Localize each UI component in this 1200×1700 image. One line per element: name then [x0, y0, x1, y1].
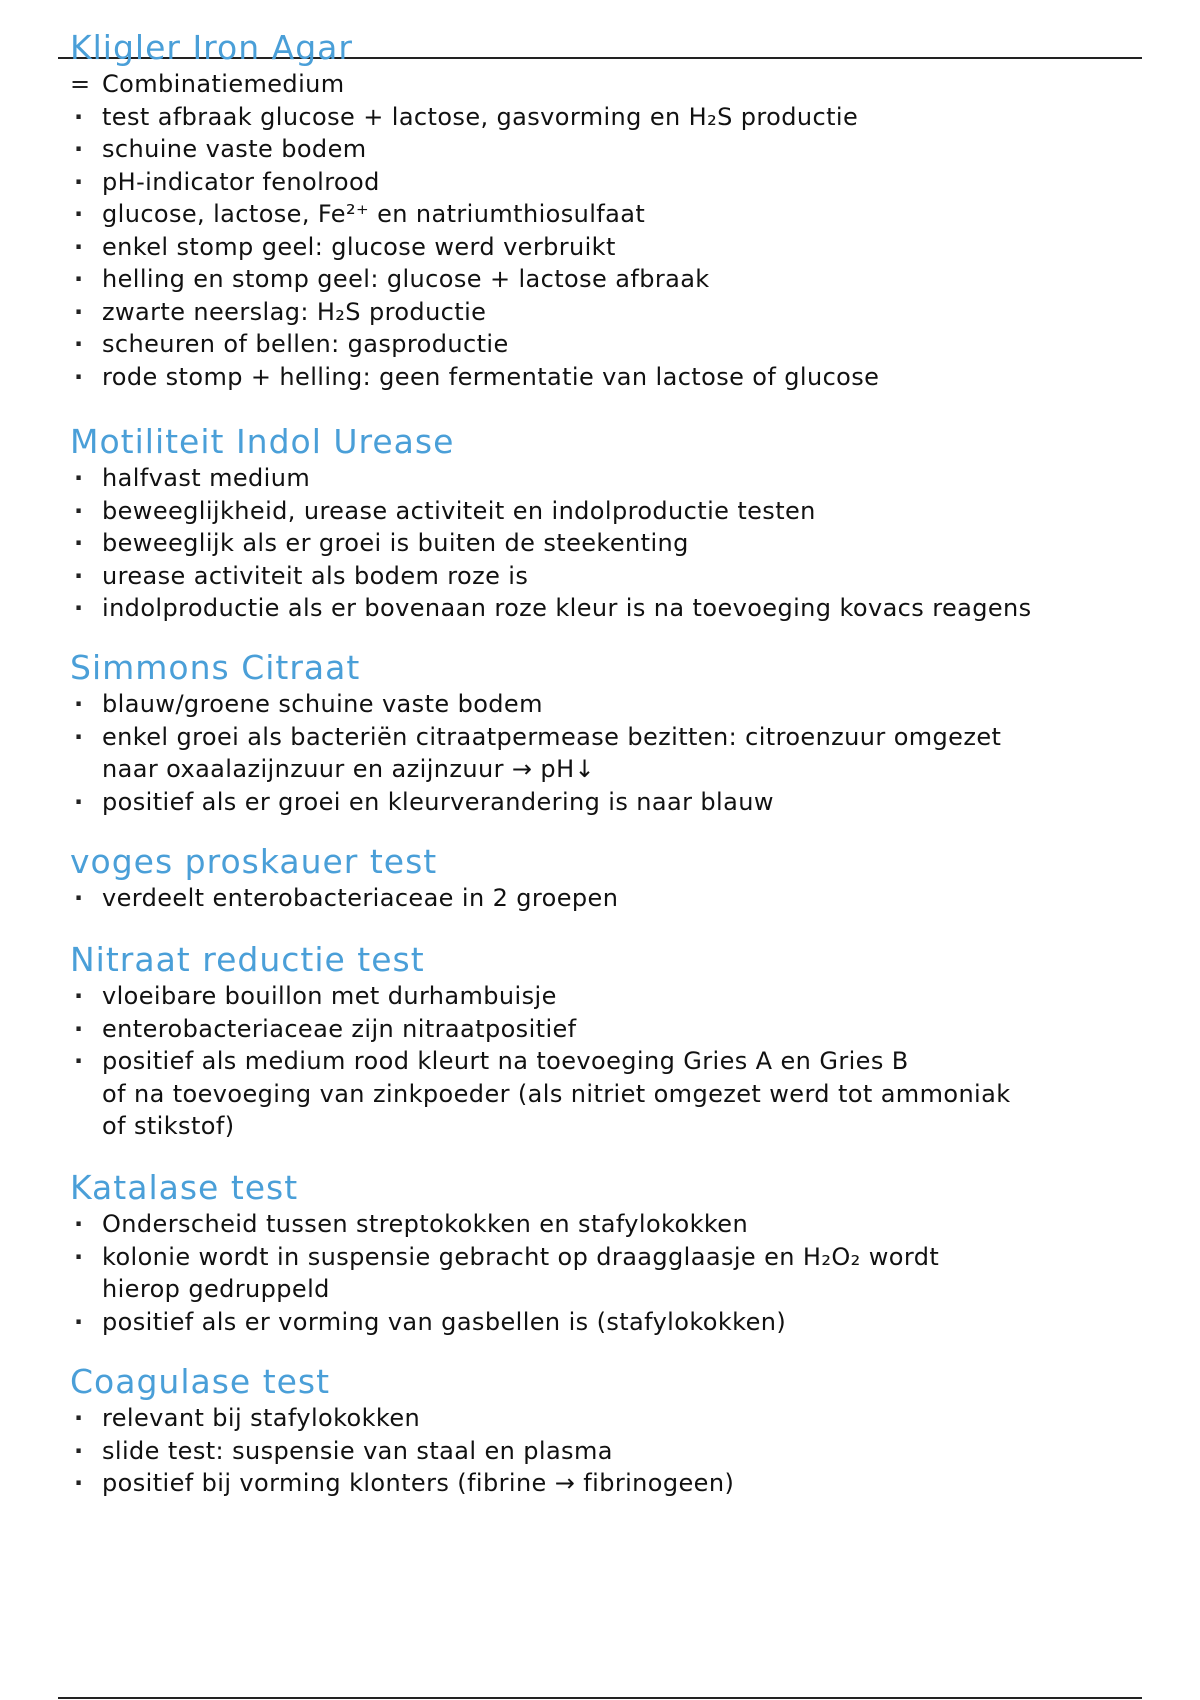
section-heading: Motiliteit Indol Urease [70, 422, 455, 461]
list-item-line: of na toevoeging van zinkpoeder (als nitriet omgezet werd tot ammoniak [102, 1079, 1011, 1108]
list-item: · schuine vaste bodem [70, 133, 1160, 166]
item-list [70, 462, 1160, 625]
section-nitraat [70, 940, 1160, 1143]
list-item-line: hierop gedruppeld [102, 1275, 330, 1303]
list-item-line: naar oxaalazijnzuur en azijnzuur → pH↓ [102, 755, 596, 783]
list-item: · indolproductie als er bovenaan roze kleur is na toevoeging kovacs reagens [70, 592, 1160, 625]
list-item: · slide test: suspensie van staal en plasma [70, 1435, 1160, 1468]
item-list [70, 688, 1160, 818]
section-simmons [70, 648, 1160, 818]
section-coagulase [70, 1362, 1160, 1500]
list-item: · glucose, lactose, Fe²⁺ en natriumthiosulfaat [70, 198, 1160, 231]
list-item: · halfvast medium [70, 462, 1160, 495]
item-list [70, 68, 1160, 393]
list-item: · blauw/groene schuine vaste bodem [70, 688, 1160, 721]
section-heading: Katalase test [70, 1168, 299, 1207]
list-item: · enkel stomp geel: glucose werd verbruikt [70, 231, 1160, 264]
section-heading: voges proskauer test [70, 842, 438, 881]
section-katalase [70, 1168, 1160, 1338]
list-item: · rode stomp + helling: geen fermentatie van lactose of glucose [70, 361, 1160, 394]
list-item-line: · positief als medium rood kleurt na toevoeging Gries A en Gries B [102, 1047, 909, 1075]
list-item: · helling en stomp geel: glucose + lactose afbraak [70, 263, 1160, 296]
item-list [70, 882, 1160, 915]
section-heading: Simmons Citraat [70, 648, 361, 687]
list-item: · relevant bij stafylokokken [70, 1402, 1160, 1435]
list-item: · zwarte neerslag: H₂S productie [70, 296, 1160, 329]
list-item: · beweeglijk als er groei is buiten de steekenting [70, 527, 1160, 560]
item-list [70, 980, 1160, 1143]
list-item: · enterobacteriaceae zijn nitraatpositief [70, 1013, 1160, 1046]
list-item-line: of stikstof) [102, 1112, 235, 1140]
section-heading: Coagulase test [70, 1362, 331, 1401]
list-item: · Onderscheid tussen streptokokken en stafylokokken [70, 1208, 1160, 1241]
list-item: · scheuren of bellen: gasproductie [70, 328, 1160, 361]
section-voges [70, 842, 1160, 915]
bottom-rule [58, 1697, 1142, 1699]
list-item: · positief als er vorming van gasbellen is (stafylokokken) [70, 1306, 1160, 1339]
section-kligler [70, 28, 1160, 393]
list-item: · positief bij vorming klonters (fibrine → fibrinogeen) [70, 1467, 1160, 1500]
list-item: · test afbraak glucose + lactose, gasvorming en H₂S productie [70, 101, 1160, 134]
section-heading: Nitraat reductie test [70, 940, 425, 979]
item-list [70, 1208, 1160, 1338]
section-heading: Kligler Iron Agar [70, 28, 353, 67]
item-list [70, 1402, 1160, 1500]
list-item [70, 721, 1160, 786]
list-item-line: · enkel groei als bacteriën citraatpermease bezitten: citroenzuur omgezet [102, 722, 1002, 751]
list-item: · verdeelt enterobacteriaceae in 2 groepen [70, 882, 1160, 915]
list-item: · urease activiteit als bodem roze is [70, 560, 1160, 593]
list-item: · beweeglijkheid, urease activiteit en indolproductie testen [70, 495, 1160, 528]
list-item-line: · kolonie wordt in suspensie gebracht op draagglaasje en H₂O₂ wordt [102, 1242, 940, 1271]
list-item [70, 1241, 1160, 1306]
list-item: = Combinatiemedium [70, 68, 1160, 101]
list-item [70, 1045, 1160, 1143]
list-item: · pH-indicator fenolrood [70, 166, 1160, 199]
list-item: · vloeibare bouillon met durhambuisje [70, 980, 1160, 1013]
section-motiliteit [70, 422, 1160, 625]
list-item: · positief als er groei en kleurverandering is naar blauw [70, 786, 1160, 819]
